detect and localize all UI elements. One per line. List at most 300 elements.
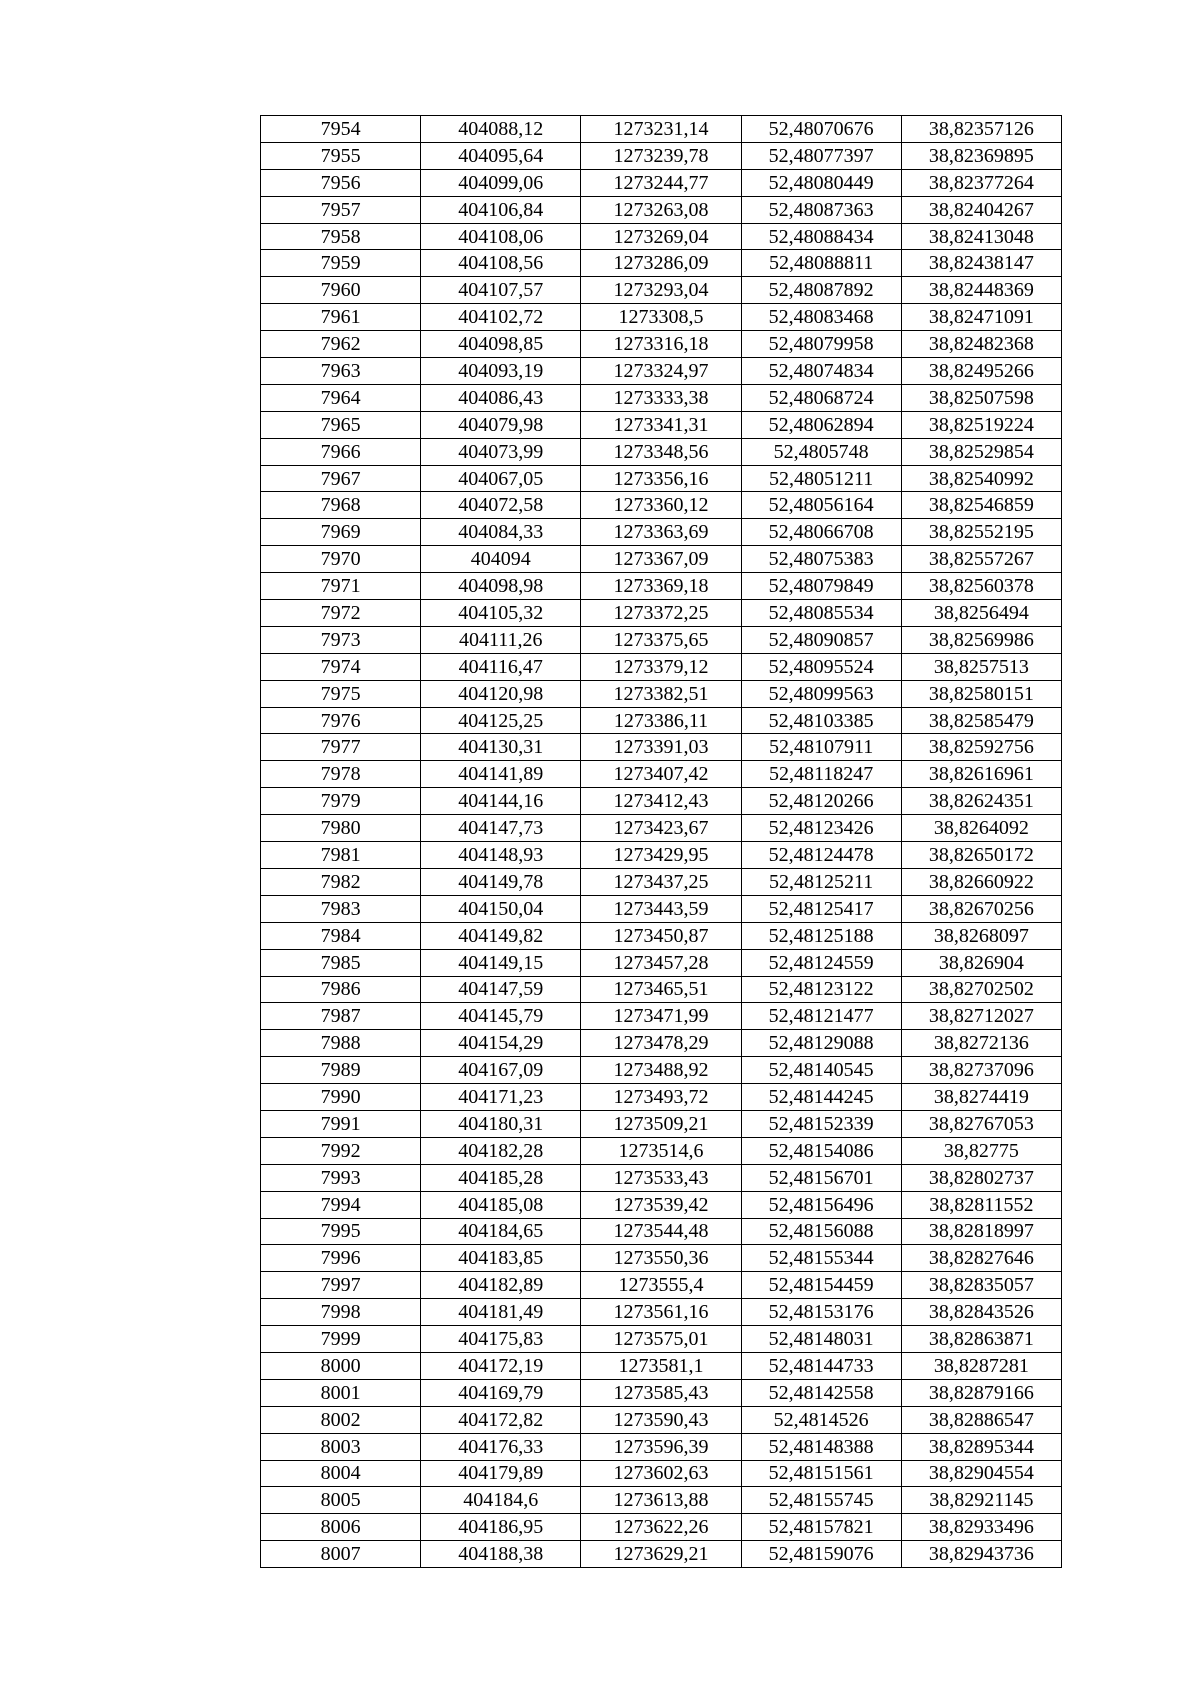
y-coordinate-cell: 1273372,25 [581,600,741,627]
table-row [261,949,1062,976]
latitude-cell: 52,48124478 [741,842,901,869]
point-number-cell: 7995 [261,1218,421,1245]
longitude-cell: 38,82624351 [901,788,1061,815]
longitude-cell: 38,82843526 [901,1299,1061,1326]
latitude-cell: 52,48095524 [741,653,901,680]
y-coordinate-cell: 1273575,01 [581,1326,741,1353]
x-coordinate-cell: 404094 [421,546,581,573]
latitude-cell: 52,48123122 [741,976,901,1003]
point-number-cell: 7981 [261,842,421,869]
point-number-cell: 7968 [261,492,421,519]
point-number-cell: 7975 [261,680,421,707]
point-number-cell: 7973 [261,626,421,653]
point-number-cell: 8004 [261,1460,421,1487]
point-number-cell: 8005 [261,1487,421,1514]
x-coordinate-cell: 404125,25 [421,707,581,734]
coordinates-table-body [261,116,1062,1568]
table-row [261,868,1062,895]
y-coordinate-cell: 1273239,78 [581,142,741,169]
point-number-cell: 7969 [261,519,421,546]
latitude-cell: 52,48155745 [741,1487,901,1514]
y-coordinate-cell: 1273478,29 [581,1030,741,1057]
longitude-cell: 38,82404267 [901,196,1061,223]
longitude-cell: 38,82879166 [901,1379,1061,1406]
longitude-cell: 38,82616961 [901,761,1061,788]
y-coordinate-cell: 1273360,12 [581,492,741,519]
table-row [261,1272,1062,1299]
longitude-cell: 38,82650172 [901,842,1061,869]
x-coordinate-cell: 404147,73 [421,815,581,842]
longitude-cell: 38,826904 [901,949,1061,976]
point-number-cell: 7966 [261,438,421,465]
latitude-cell: 52,48159076 [741,1541,901,1568]
point-number-cell: 7987 [261,1003,421,1030]
table-row [261,1299,1062,1326]
x-coordinate-cell: 404169,79 [421,1379,581,1406]
y-coordinate-cell: 1273324,97 [581,358,741,385]
point-number-cell: 7992 [261,1137,421,1164]
y-coordinate-cell: 1273375,65 [581,626,741,653]
point-number-cell: 7986 [261,976,421,1003]
x-coordinate-cell: 404149,15 [421,949,581,976]
point-number-cell: 7984 [261,922,421,949]
table-row [261,1057,1062,1084]
longitude-cell: 38,82802737 [901,1164,1061,1191]
point-number-cell: 7980 [261,815,421,842]
y-coordinate-cell: 1273316,18 [581,331,741,358]
y-coordinate-cell: 1273348,56 [581,438,741,465]
latitude-cell: 52,48144733 [741,1352,901,1379]
y-coordinate-cell: 1273356,16 [581,465,741,492]
x-coordinate-cell: 404172,19 [421,1352,581,1379]
point-number-cell: 7990 [261,1084,421,1111]
x-coordinate-cell: 404175,83 [421,1326,581,1353]
table-row [261,304,1062,331]
x-coordinate-cell: 404111,26 [421,626,581,653]
longitude-cell: 38,8257513 [901,653,1061,680]
table-row [261,1030,1062,1057]
table-row [261,653,1062,680]
y-coordinate-cell: 1273465,51 [581,976,741,1003]
x-coordinate-cell: 404184,6 [421,1487,581,1514]
x-coordinate-cell: 404147,59 [421,976,581,1003]
x-coordinate-cell: 404098,98 [421,573,581,600]
point-number-cell: 7972 [261,600,421,627]
point-number-cell: 8001 [261,1379,421,1406]
latitude-cell: 52,48066708 [741,519,901,546]
table-row [261,1541,1062,1568]
table-row [261,1433,1062,1460]
x-coordinate-cell: 404145,79 [421,1003,581,1030]
table-row [261,116,1062,143]
x-coordinate-cell: 404182,28 [421,1137,581,1164]
y-coordinate-cell: 1273555,4 [581,1272,741,1299]
longitude-cell: 38,82702502 [901,976,1061,1003]
latitude-cell: 52,48075383 [741,546,901,573]
table-row [261,1487,1062,1514]
y-coordinate-cell: 1273333,38 [581,384,741,411]
point-number-cell: 7965 [261,411,421,438]
y-coordinate-cell: 1273450,87 [581,922,741,949]
x-coordinate-cell: 404079,98 [421,411,581,438]
table-row [261,1326,1062,1353]
table-row [261,411,1062,438]
point-number-cell: 7994 [261,1191,421,1218]
x-coordinate-cell: 404154,29 [421,1030,581,1057]
point-number-cell: 7982 [261,868,421,895]
latitude-cell: 52,48154459 [741,1272,901,1299]
longitude-cell: 38,82670256 [901,895,1061,922]
longitude-cell: 38,82560378 [901,573,1061,600]
y-coordinate-cell: 1273544,48 [581,1218,741,1245]
y-coordinate-cell: 1273471,99 [581,1003,741,1030]
point-number-cell: 8003 [261,1433,421,1460]
longitude-cell: 38,82767053 [901,1110,1061,1137]
longitude-cell: 38,82863871 [901,1326,1061,1353]
table-row [261,1191,1062,1218]
point-number-cell: 7983 [261,895,421,922]
longitude-cell: 38,82895344 [901,1433,1061,1460]
latitude-cell: 52,48156701 [741,1164,901,1191]
x-coordinate-cell: 404093,19 [421,358,581,385]
y-coordinate-cell: 1273286,09 [581,250,741,277]
longitude-cell: 38,82580151 [901,680,1061,707]
longitude-cell: 38,82737096 [901,1057,1061,1084]
table-row [261,1460,1062,1487]
y-coordinate-cell: 1273561,16 [581,1299,741,1326]
latitude-cell: 52,48099563 [741,680,901,707]
table-row [261,384,1062,411]
y-coordinate-cell: 1273293,04 [581,277,741,304]
table-row [261,358,1062,385]
x-coordinate-cell: 404144,16 [421,788,581,815]
x-coordinate-cell: 404084,33 [421,519,581,546]
point-number-cell: 7989 [261,1057,421,1084]
x-coordinate-cell: 404105,32 [421,600,581,627]
x-coordinate-cell: 404067,05 [421,465,581,492]
y-coordinate-cell: 1273514,6 [581,1137,741,1164]
latitude-cell: 52,48154086 [741,1137,901,1164]
latitude-cell: 52,48153176 [741,1299,901,1326]
latitude-cell: 52,48148388 [741,1433,901,1460]
longitude-cell: 38,82357126 [901,116,1061,143]
x-coordinate-cell: 404098,85 [421,331,581,358]
point-number-cell: 8002 [261,1406,421,1433]
y-coordinate-cell: 1273429,95 [581,842,741,869]
y-coordinate-cell: 1273443,59 [581,895,741,922]
y-coordinate-cell: 1273382,51 [581,680,741,707]
point-number-cell: 7964 [261,384,421,411]
y-coordinate-cell: 1273412,43 [581,788,741,815]
y-coordinate-cell: 1273550,36 [581,1245,741,1272]
x-coordinate-cell: 404182,89 [421,1272,581,1299]
latitude-cell: 52,48123426 [741,815,901,842]
table-row [261,842,1062,869]
latitude-cell: 52,48142558 [741,1379,901,1406]
y-coordinate-cell: 1273581,1 [581,1352,741,1379]
point-number-cell: 7967 [261,465,421,492]
y-coordinate-cell: 1273457,28 [581,949,741,976]
y-coordinate-cell: 1273585,43 [581,1379,741,1406]
point-number-cell: 7977 [261,734,421,761]
longitude-cell: 38,82811552 [901,1191,1061,1218]
table-row [261,734,1062,761]
longitude-cell: 38,82377264 [901,169,1061,196]
y-coordinate-cell: 1273386,11 [581,707,741,734]
y-coordinate-cell: 1273622,26 [581,1514,741,1541]
x-coordinate-cell: 404095,64 [421,142,581,169]
latitude-cell: 52,48085534 [741,600,901,627]
point-number-cell: 7956 [261,169,421,196]
table-row [261,438,1062,465]
x-coordinate-cell: 404148,93 [421,842,581,869]
latitude-cell: 52,48103385 [741,707,901,734]
x-coordinate-cell: 404179,89 [421,1460,581,1487]
longitude-cell: 38,82495266 [901,358,1061,385]
latitude-cell: 52,48124559 [741,949,901,976]
longitude-cell: 38,8268097 [901,922,1061,949]
x-coordinate-cell: 404116,47 [421,653,581,680]
table-row [261,976,1062,1003]
x-coordinate-cell: 404086,43 [421,384,581,411]
y-coordinate-cell: 1273244,77 [581,169,741,196]
point-number-cell: 7997 [261,1272,421,1299]
latitude-cell: 52,48056164 [741,492,901,519]
table-row [261,1352,1062,1379]
point-number-cell: 7959 [261,250,421,277]
point-number-cell: 7985 [261,949,421,976]
latitude-cell: 52,48051211 [741,465,901,492]
y-coordinate-cell: 1273596,39 [581,1433,741,1460]
y-coordinate-cell: 1273379,12 [581,653,741,680]
y-coordinate-cell: 1273629,21 [581,1541,741,1568]
latitude-cell: 52,48068724 [741,384,901,411]
longitude-cell: 38,82507598 [901,384,1061,411]
y-coordinate-cell: 1273602,63 [581,1460,741,1487]
latitude-cell: 52,48070676 [741,116,901,143]
longitude-cell: 38,82904554 [901,1460,1061,1487]
x-coordinate-cell: 404150,04 [421,895,581,922]
table-row [261,1164,1062,1191]
point-number-cell: 8006 [261,1514,421,1541]
longitude-cell: 38,8256494 [901,600,1061,627]
latitude-cell: 52,48062894 [741,411,901,438]
table-row [261,1379,1062,1406]
longitude-cell: 38,82592756 [901,734,1061,761]
longitude-cell: 38,82448369 [901,277,1061,304]
x-coordinate-cell: 404183,85 [421,1245,581,1272]
point-number-cell: 7999 [261,1326,421,1353]
table-row [261,1245,1062,1272]
table-row [261,169,1062,196]
x-coordinate-cell: 404120,98 [421,680,581,707]
longitude-cell: 38,82835057 [901,1272,1061,1299]
y-coordinate-cell: 1273391,03 [581,734,741,761]
latitude-cell: 52,48080449 [741,169,901,196]
y-coordinate-cell: 1273613,88 [581,1487,741,1514]
x-coordinate-cell: 404088,12 [421,116,581,143]
table-row [261,465,1062,492]
point-number-cell: 7998 [261,1299,421,1326]
latitude-cell: 52,4805748 [741,438,901,465]
point-number-cell: 8007 [261,1541,421,1568]
latitude-cell: 52,48157821 [741,1514,901,1541]
longitude-cell: 38,82827646 [901,1245,1061,1272]
longitude-cell: 38,82886547 [901,1406,1061,1433]
latitude-cell: 52,48074834 [741,358,901,385]
point-number-cell: 7993 [261,1164,421,1191]
table-row [261,277,1062,304]
latitude-cell: 52,48151561 [741,1460,901,1487]
point-number-cell: 7957 [261,196,421,223]
x-coordinate-cell: 404172,82 [421,1406,581,1433]
y-coordinate-cell: 1273488,92 [581,1057,741,1084]
x-coordinate-cell: 404180,31 [421,1110,581,1137]
x-coordinate-cell: 404073,99 [421,438,581,465]
x-coordinate-cell: 404108,06 [421,223,581,250]
point-number-cell: 7958 [261,223,421,250]
longitude-cell: 38,82369895 [901,142,1061,169]
longitude-cell: 38,82660922 [901,868,1061,895]
point-number-cell: 7962 [261,331,421,358]
x-coordinate-cell: 404181,49 [421,1299,581,1326]
latitude-cell: 52,48144245 [741,1084,901,1111]
point-number-cell: 7976 [261,707,421,734]
longitude-cell: 38,82921145 [901,1487,1061,1514]
point-number-cell: 7978 [261,761,421,788]
longitude-cell: 38,82933496 [901,1514,1061,1541]
latitude-cell: 52,48079849 [741,573,901,600]
longitude-cell: 38,82529854 [901,438,1061,465]
table-row [261,223,1062,250]
longitude-cell: 38,82552195 [901,519,1061,546]
x-coordinate-cell: 404106,84 [421,196,581,223]
x-coordinate-cell: 404149,78 [421,868,581,895]
latitude-cell: 52,48087892 [741,277,901,304]
point-number-cell: 7954 [261,116,421,143]
point-number-cell: 7960 [261,277,421,304]
latitude-cell: 52,48120266 [741,788,901,815]
y-coordinate-cell: 1273437,25 [581,868,741,895]
y-coordinate-cell: 1273423,67 [581,815,741,842]
y-coordinate-cell: 1273363,69 [581,519,741,546]
y-coordinate-cell: 1273369,18 [581,573,741,600]
longitude-cell: 38,8264092 [901,815,1061,842]
latitude-cell: 52,48140545 [741,1057,901,1084]
point-number-cell: 7971 [261,573,421,600]
longitude-cell: 38,8287281 [901,1352,1061,1379]
y-coordinate-cell: 1273269,04 [581,223,741,250]
latitude-cell: 52,48087363 [741,196,901,223]
point-number-cell: 7961 [261,304,421,331]
point-number-cell: 8000 [261,1352,421,1379]
y-coordinate-cell: 1273308,5 [581,304,741,331]
longitude-cell: 38,82438147 [901,250,1061,277]
table-row [261,895,1062,922]
latitude-cell: 52,48155344 [741,1245,901,1272]
latitude-cell: 52,48090857 [741,626,901,653]
point-number-cell: 7988 [261,1030,421,1057]
latitude-cell: 52,48125417 [741,895,901,922]
x-coordinate-cell: 404185,28 [421,1164,581,1191]
table-row [261,1003,1062,1030]
table-row [261,600,1062,627]
x-coordinate-cell: 404185,08 [421,1191,581,1218]
coordinates-table [260,115,1062,1568]
longitude-cell: 38,82546859 [901,492,1061,519]
y-coordinate-cell: 1273533,43 [581,1164,741,1191]
y-coordinate-cell: 1273341,31 [581,411,741,438]
table-row [261,331,1062,358]
table-row [261,1406,1062,1433]
latitude-cell: 52,48107911 [741,734,901,761]
table-row [261,680,1062,707]
table-row [261,519,1062,546]
x-coordinate-cell: 404188,38 [421,1541,581,1568]
table-row [261,250,1062,277]
longitude-cell: 38,82471091 [901,304,1061,331]
x-coordinate-cell: 404176,33 [421,1433,581,1460]
point-number-cell: 7996 [261,1245,421,1272]
x-coordinate-cell: 404130,31 [421,734,581,761]
point-number-cell: 7974 [261,653,421,680]
x-coordinate-cell: 404107,57 [421,277,581,304]
table-row [261,142,1062,169]
x-coordinate-cell: 404184,65 [421,1218,581,1245]
table-row [261,546,1062,573]
table-row [261,196,1062,223]
latitude-cell: 52,48125211 [741,868,901,895]
y-coordinate-cell: 1273509,21 [581,1110,741,1137]
table-row [261,1137,1062,1164]
x-coordinate-cell: 404167,09 [421,1057,581,1084]
longitude-cell: 38,82413048 [901,223,1061,250]
table-row [261,1514,1062,1541]
latitude-cell: 52,48148031 [741,1326,901,1353]
point-number-cell: 7991 [261,1110,421,1137]
longitude-cell: 38,82943736 [901,1541,1061,1568]
latitude-cell: 52,48156088 [741,1218,901,1245]
x-coordinate-cell: 404108,56 [421,250,581,277]
table-row [261,761,1062,788]
latitude-cell: 52,48079958 [741,331,901,358]
table-row [261,492,1062,519]
point-number-cell: 7979 [261,788,421,815]
latitude-cell: 52,48077397 [741,142,901,169]
x-coordinate-cell: 404186,95 [421,1514,581,1541]
y-coordinate-cell: 1273231,14 [581,116,741,143]
longitude-cell: 38,82482368 [901,331,1061,358]
y-coordinate-cell: 1273407,42 [581,761,741,788]
table-row [261,922,1062,949]
table-row [261,626,1062,653]
longitude-cell: 38,82712027 [901,1003,1061,1030]
y-coordinate-cell: 1273493,72 [581,1084,741,1111]
longitude-cell: 38,82585479 [901,707,1061,734]
longitude-cell: 38,82818997 [901,1218,1061,1245]
latitude-cell: 52,4814526 [741,1406,901,1433]
latitude-cell: 52,48152339 [741,1110,901,1137]
table-row [261,815,1062,842]
x-coordinate-cell: 404171,23 [421,1084,581,1111]
longitude-cell: 38,82557267 [901,546,1061,573]
x-coordinate-cell: 404099,06 [421,169,581,196]
x-coordinate-cell: 404102,72 [421,304,581,331]
latitude-cell: 52,48156496 [741,1191,901,1218]
y-coordinate-cell: 1273263,08 [581,196,741,223]
table-row [261,707,1062,734]
latitude-cell: 52,48083468 [741,304,901,331]
